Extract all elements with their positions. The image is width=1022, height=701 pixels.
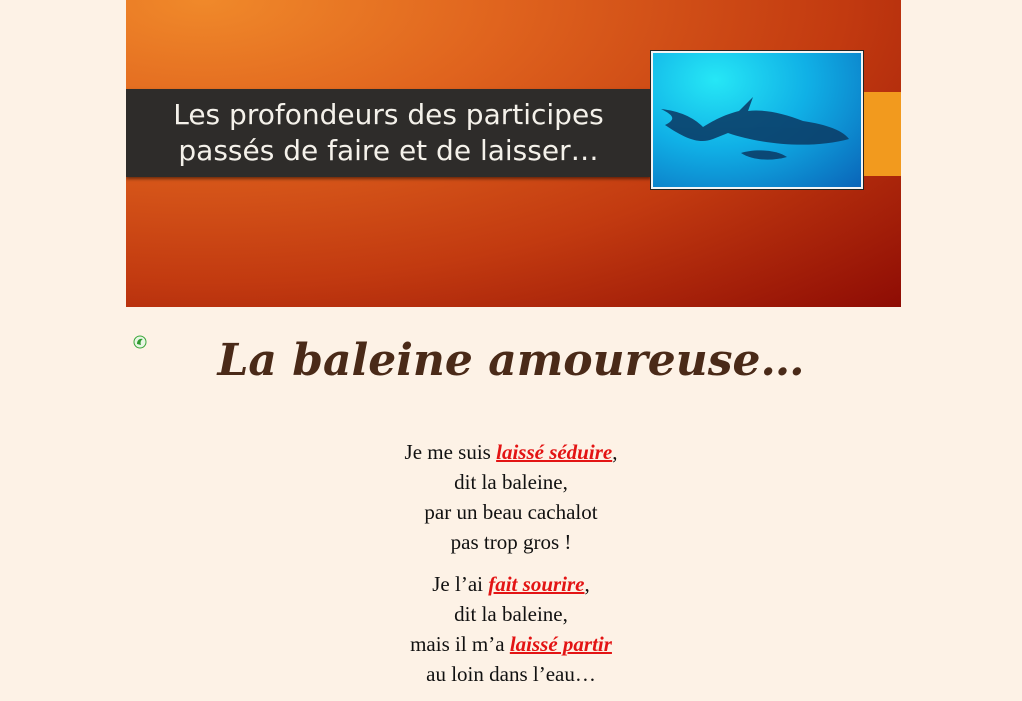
banner-title-line-1: Les profondeurs des participes	[173, 98, 604, 131]
banner-title	[126, 89, 651, 177]
poem	[0, 437, 1022, 701]
page-heading: La baleine amoureuse…	[217, 335, 805, 386]
poem-line: par un beau cachalot	[424, 500, 598, 524]
poem-text: ,	[612, 440, 618, 464]
highlighted-verb: fait sourire	[488, 572, 585, 596]
highlighted-verb: laissé séduire	[496, 440, 613, 464]
poem-text: Je me suis	[404, 440, 497, 464]
banner-image	[126, 0, 901, 307]
highlighted-verb: laissé partir	[509, 632, 612, 656]
poem-line	[0, 629, 1022, 659]
poem-line: dit la baleine,	[454, 470, 568, 494]
poem-line: pas trop gros !	[450, 530, 572, 554]
poem-line: au loin dans l’eau…	[426, 662, 596, 686]
poem-line: dit la baleine,	[454, 602, 568, 626]
stanza-2	[0, 569, 1022, 689]
poem-text: ,	[584, 572, 590, 596]
stanza-1	[0, 437, 1022, 557]
poem-line	[0, 569, 1022, 599]
poem-text: mais il m’a	[410, 632, 510, 656]
poem-line	[0, 437, 1022, 467]
poem-text: Je l’ai	[432, 572, 489, 596]
whale-shark-icon	[653, 53, 861, 187]
banner-title-line-2: passés de faire et de laisser…	[178, 134, 599, 167]
whale-shark-photo	[651, 51, 863, 189]
